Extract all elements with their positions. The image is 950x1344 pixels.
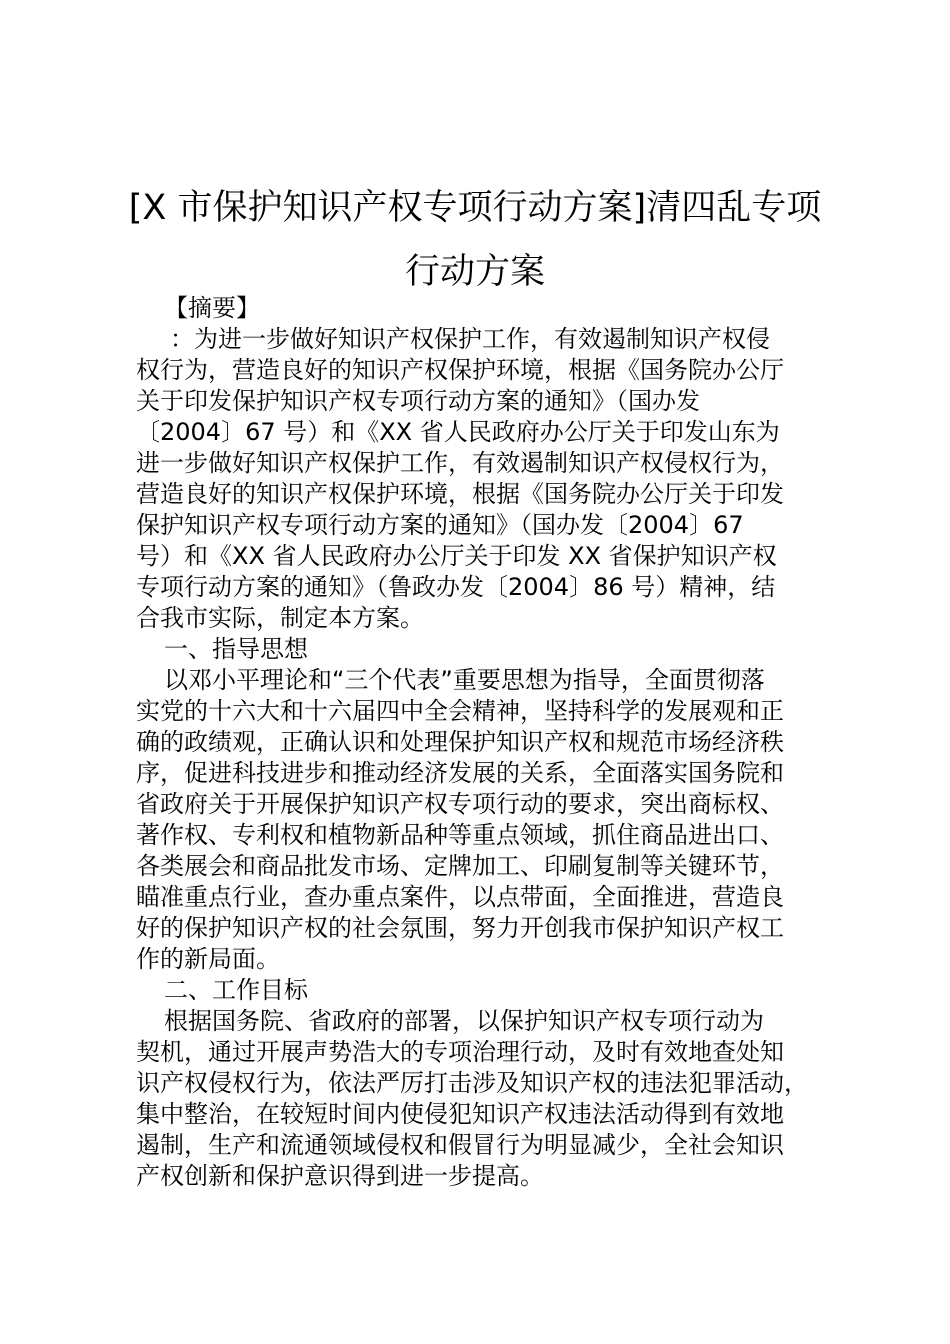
section1-line: 各类展会和商品批发市场、定牌加工、印刷复制等关键环节，: [136, 852, 784, 880]
abstract-line: 〔2004〕67 号）和《XX 省人民政府办公厅关于印发山东为: [136, 418, 780, 446]
section1-line: 省政府关于开展保护知识产权专项行动的要求，突出商标权、: [136, 790, 784, 818]
section1-line: 好的保护知识产权的社会氛围，努力开创我市保护知识产权工: [136, 914, 784, 942]
abstract-line: 合我市实际，制定本方案。: [136, 604, 424, 632]
section1-line: 著作权、专利权和植物新品种等重点领域，抓住商品进出口、: [136, 821, 784, 849]
abstract-line: 号）和《XX 省人民政府办公厅关于印发 XX 省保护知识产权: [136, 542, 777, 570]
section2-line: 契机，通过开展声势浩大的专项治理行动，及时有效地查处知: [136, 1038, 784, 1066]
abstract-line: 权行为，营造良好的知识产权保护环境，根据《国务院办公厅: [136, 356, 784, 384]
document-body: [136, 293, 836, 1192]
section1-line: 以邓小平理论和“三个代表”重要思想为指导，全面贯彻落: [164, 666, 765, 694]
abstract-line: 专项行动方案的通知》（鲁政办发〔2004〕86 号）精神，结: [136, 573, 776, 601]
abstract-line: ：为进一步做好知识产权保护工作，有效遏制知识产权侵: [170, 325, 770, 353]
section-heading-work-goals: 二、工作目标: [164, 976, 308, 1004]
abstract-line: 保护知识产权专项行动方案的通知》（国办发〔2004〕67: [136, 511, 744, 539]
abstract-line: 关于印发保护知识产权专项行动方案的通知》（国办发: [136, 387, 700, 415]
section1-line: 瞄准重点行业，查办重点案件，以点带面，全面推进，营造良: [136, 883, 784, 911]
title-line: 行动方案: [404, 252, 545, 292]
section2-line: 遏制，生产和流通领域侵权和假冒行为明显减少，全社会知识: [136, 1131, 784, 1159]
section1-line: 作的新局面。: [136, 945, 280, 973]
section2-line: 产权创新和保护意识得到进一步提高。: [136, 1162, 544, 1190]
section-heading-guiding-thought: 一、指导思想: [164, 635, 308, 663]
section1-line: 实党的十六大和十六届四中全会精神，坚持科学的发展观和正: [136, 697, 784, 725]
abstract-line: 营造良好的知识产权保护环境，根据《国务院办公厅关于印发: [136, 480, 784, 508]
abstract-heading: 【摘要】: [164, 294, 260, 322]
section2-line: 识产权侵权行为，依法严厉打击涉及知识产权的违法犯罪活动，: [136, 1069, 808, 1097]
section2-line: 根据国务院、省政府的部署，以保护知识产权专项行动为: [164, 1007, 764, 1035]
abstract-line: 进一步做好知识产权保护工作，有效遏制知识产权侵权行为，: [136, 449, 784, 477]
title-line: [X 市保护知识产权专项行动方案]清四乱专项: [128, 188, 822, 228]
section2-line: 集中整治，在较短时间内使侵犯知识产权违法活动得到有效地: [136, 1100, 784, 1128]
section1-line: 序，促进科技进步和推动经济发展的关系，全面落实国务院和: [136, 759, 784, 787]
document-title: [120, 176, 830, 304]
section1-line: 确的政绩观，正确认识和处理保护知识产权和规范市场经济秩: [136, 728, 784, 756]
